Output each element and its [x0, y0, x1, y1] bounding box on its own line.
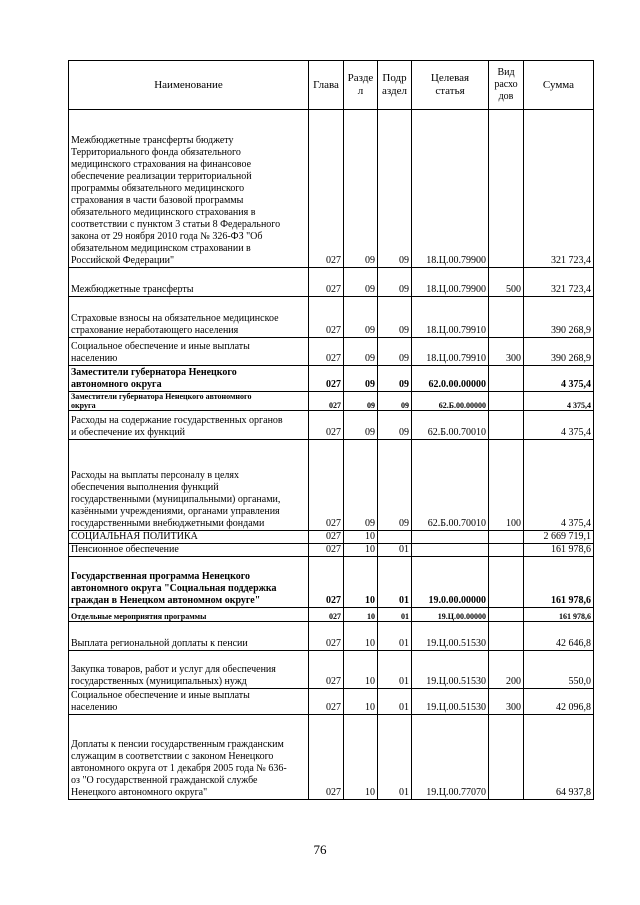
row-target: 19.Ц.00.51530: [412, 651, 489, 689]
table-row: [69, 622, 594, 651]
header-name: Наименование: [69, 61, 309, 110]
header-amount: Сумма: [524, 61, 594, 110]
row-subsection: 01: [378, 651, 412, 689]
row-amount: 42 096,8: [524, 689, 594, 715]
row-section: 09: [344, 411, 378, 440]
row-amount: 550,0: [524, 651, 594, 689]
row-expense-type: [489, 411, 524, 440]
row-chapter: 027: [309, 531, 344, 544]
row-expense-type: 300: [489, 338, 524, 366]
header-target: Целевая статья: [412, 61, 489, 110]
table-row: [69, 297, 594, 338]
row-chapter: 027: [309, 608, 344, 622]
row-section: 10: [344, 544, 378, 557]
row-expense-type: 100: [489, 440, 524, 531]
row-amount: 4 375,4: [524, 392, 594, 411]
table-row: [69, 689, 594, 715]
table-header-row: [69, 61, 594, 110]
row-subsection: 01: [378, 557, 412, 608]
row-subsection: 01: [378, 608, 412, 622]
page-number: 76: [313, 842, 327, 857]
row-subsection: 09: [378, 440, 412, 531]
table-row: [69, 531, 594, 544]
row-target: 18.Ц.00.79900: [412, 268, 489, 297]
row-name: Пенсионное обеспечение: [69, 544, 309, 557]
row-amount: 42 646,8: [524, 622, 594, 651]
row-name: Социальное обеспечение и иные выплаты населению: [69, 338, 309, 366]
header-chapter: Глава: [309, 61, 344, 110]
row-amount: 4 375,4: [524, 440, 594, 531]
row-expense-type: [489, 557, 524, 608]
row-section: 09: [344, 440, 378, 531]
row-amount: 321 723,4: [524, 268, 594, 297]
row-target: 19.Ц.00.51530: [412, 622, 489, 651]
row-subsection: 09: [378, 411, 412, 440]
row-target: 62.Б.00.00000: [412, 392, 489, 411]
table-row: [69, 392, 594, 411]
table-row: [69, 608, 594, 622]
row-subsection: 09: [378, 110, 412, 268]
row-amount: 64 937,8: [524, 715, 594, 800]
table-row: [69, 544, 594, 557]
row-expense-type: 300: [489, 689, 524, 715]
row-name: Закупка товаров, работ и услуг для обеспечения государственных (муниципальных) нужд: [69, 651, 309, 689]
header-subsection: Подр аздел: [378, 61, 412, 110]
table-row: [69, 411, 594, 440]
row-amount: 2 669 719,1: [524, 531, 594, 544]
row-subsection: 01: [378, 715, 412, 800]
table-row: [69, 651, 594, 689]
table-row: [69, 366, 594, 392]
row-chapter: 027: [309, 338, 344, 366]
row-target: 19.0.00.00000: [412, 557, 489, 608]
table-row: [69, 557, 594, 608]
row-target: 62.Б.00.70010: [412, 440, 489, 531]
row-section: 09: [344, 110, 378, 268]
row-chapter: 027: [309, 557, 344, 608]
row-chapter: 027: [309, 268, 344, 297]
row-name: Выплата региональной доплаты к пенсии: [69, 622, 309, 651]
row-expense-type: [489, 531, 524, 544]
row-amount: 4 375,4: [524, 366, 594, 392]
row-expense-type: [489, 110, 524, 268]
row-section: 10: [344, 689, 378, 715]
row-expense-type: [489, 297, 524, 338]
row-target: 18.Ц.00.79900: [412, 110, 489, 268]
table-row: [69, 715, 594, 800]
row-section: 09: [344, 366, 378, 392]
row-target: 18.Ц.00.79910: [412, 297, 489, 338]
row-section: 09: [344, 268, 378, 297]
row-chapter: 027: [309, 689, 344, 715]
row-chapter: 027: [309, 715, 344, 800]
row-name: СОЦИАЛЬНАЯ ПОЛИТИКА: [69, 531, 309, 544]
header-expense-type: Вид расхо дов: [489, 61, 524, 110]
budget-table: [68, 60, 594, 800]
row-subsection: 01: [378, 622, 412, 651]
row-target: [412, 531, 489, 544]
table-row: [69, 110, 594, 268]
row-subsection: 01: [378, 689, 412, 715]
header-section: Разде л: [344, 61, 378, 110]
row-amount: 161 978,6: [524, 608, 594, 622]
row-name: Доплаты к пенсии государственным гражданским служащим в соответствии с законом Ненецкого автономного округа от 1 декабря 2005 года № 636- оз "О государственной гражданской службе Ненецкого автономного округа": [69, 715, 309, 800]
row-section: 09: [344, 297, 378, 338]
row-chapter: 027: [309, 392, 344, 411]
row-section: 09: [344, 392, 378, 411]
table-row: [69, 338, 594, 366]
row-subsection: [378, 531, 412, 544]
row-subsection: 09: [378, 268, 412, 297]
row-amount: 4 375,4: [524, 411, 594, 440]
row-expense-type: [489, 392, 524, 411]
row-name: Заместители губернатора Ненецкого автономного округа: [69, 392, 309, 411]
row-name: Страховые взносы на обязательное медицинское страхование неработающего населения: [69, 297, 309, 338]
table-row: [69, 440, 594, 531]
row-section: 10: [344, 715, 378, 800]
row-chapter: 027: [309, 544, 344, 557]
row-subsection: 09: [378, 297, 412, 338]
row-chapter: 027: [309, 440, 344, 531]
row-expense-type: 500: [489, 268, 524, 297]
row-name: Межбюджетные трансферты: [69, 268, 309, 297]
row-expense-type: [489, 622, 524, 651]
row-expense-type: 200: [489, 651, 524, 689]
row-subsection: 01: [378, 544, 412, 557]
row-section: 10: [344, 557, 378, 608]
row-section: 10: [344, 608, 378, 622]
row-amount: 161 978,6: [524, 544, 594, 557]
row-chapter: 027: [309, 411, 344, 440]
row-name: Межбюджетные трансферты бюджету Территориального фонда обязательного медицинского страхования на финансовое обеспечение реализации территориальной программы обязательного медицинского страхования в части базовой программы обязательного медицинского страхования в соответствии с пунктом 3 статьи 8 Федерального закона от 29 ноября 2010 года № 326-ФЗ "Об обязательном медицинском страховании в Российской Федерации": [69, 110, 309, 268]
row-name: Расходы на содержание государственных органов и обеспечение их функций: [69, 411, 309, 440]
row-name: Социальное обеспечение и иные выплаты населению: [69, 689, 309, 715]
row-expense-type: [489, 366, 524, 392]
row-chapter: 027: [309, 651, 344, 689]
row-amount: 321 723,4: [524, 110, 594, 268]
row-subsection: 09: [378, 392, 412, 411]
row-target: 19.Ц.00.77070: [412, 715, 489, 800]
row-section: 09: [344, 338, 378, 366]
row-name: Расходы на выплаты персоналу в целях обеспечения выполнения функций государственными (муниципальными) органами, казёнными учреждениями, органами управления государственными внебюджетными фондами: [69, 440, 309, 531]
row-subsection: 09: [378, 338, 412, 366]
row-chapter: 027: [309, 366, 344, 392]
row-target: [412, 544, 489, 557]
row-amount: 390 268,9: [524, 338, 594, 366]
row-subsection: 09: [378, 366, 412, 392]
row-expense-type: [489, 608, 524, 622]
row-target: 62.Б.00.70010: [412, 411, 489, 440]
row-target: 18.Ц.00.79910: [412, 338, 489, 366]
row-name: Заместители губернатора Ненецкого автономного округа: [69, 366, 309, 392]
row-name: Государственная программа Ненецкого автономного округа "Социальная поддержка граждан в Ненецком автономном округе": [69, 557, 309, 608]
row-target: 19.Ц.00.51530: [412, 689, 489, 715]
row-expense-type: [489, 544, 524, 557]
row-chapter: 027: [309, 622, 344, 651]
row-target: 19.Ц.00.00000: [412, 608, 489, 622]
row-name: Отдельные мероприятия программы: [69, 608, 309, 622]
row-section: 10: [344, 531, 378, 544]
table-row: [69, 268, 594, 297]
row-chapter: 027: [309, 297, 344, 338]
row-section: 10: [344, 651, 378, 689]
row-amount: 390 268,9: [524, 297, 594, 338]
row-amount: 161 978,6: [524, 557, 594, 608]
row-expense-type: [489, 715, 524, 800]
row-target: 62.0.00.00000: [412, 366, 489, 392]
row-chapter: 027: [309, 110, 344, 268]
row-section: 10: [344, 622, 378, 651]
